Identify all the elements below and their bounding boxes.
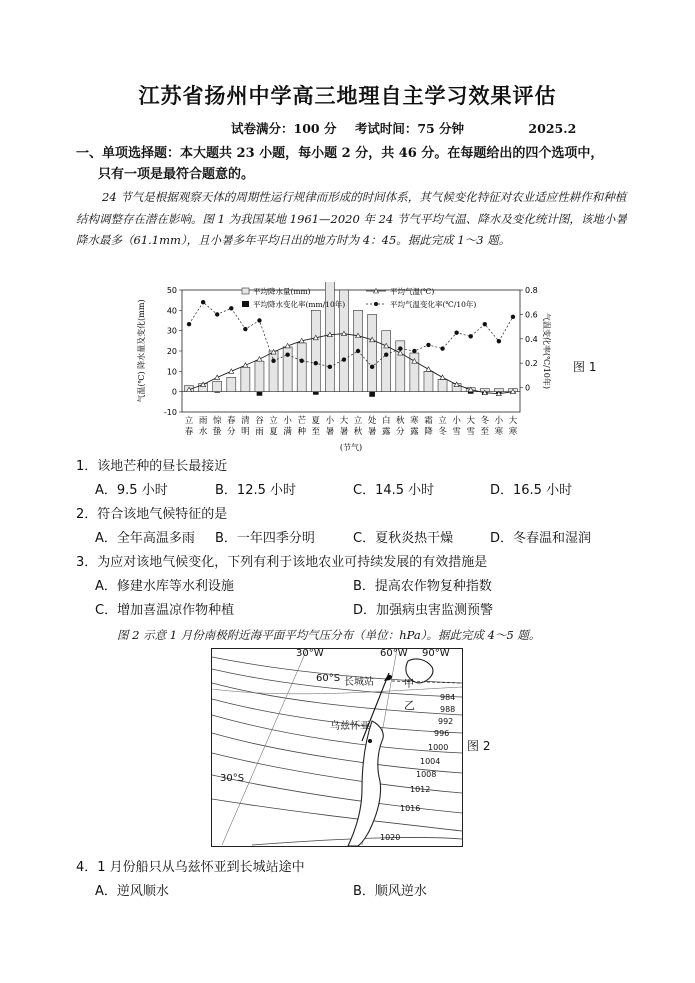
isobar-1008: 1008 — [416, 770, 437, 779]
temperature-change-point — [497, 339, 501, 343]
isobar-988: 988 — [440, 705, 456, 714]
time-info: 考试时间：75 分钟 — [354, 121, 465, 136]
rain-change-bar — [468, 392, 474, 394]
temperature-change-point — [440, 346, 444, 350]
legend-line-label: 平均气温(℃) — [390, 287, 435, 296]
category-label: 寒 — [494, 427, 504, 437]
category-label: 夏 — [311, 416, 321, 426]
category-label: 大 — [466, 416, 475, 426]
category-label: 寒 — [508, 427, 518, 437]
category-label: 暑 — [339, 427, 349, 437]
rain-change-bar — [257, 392, 263, 396]
category-label: 小 — [283, 416, 292, 426]
category-label: 水 — [198, 427, 208, 437]
left-tick-label: 40 — [166, 306, 177, 316]
q1-option-b[interactable]: B．12.5 小时 — [215, 483, 296, 498]
temperature-change-point — [300, 359, 304, 363]
temperature-change-point — [215, 312, 219, 316]
category-label: 雪 — [452, 427, 461, 437]
left-tick-label: 0 — [171, 387, 177, 397]
rain-bar — [424, 371, 433, 391]
category-label: 谷 — [255, 416, 264, 426]
category-label: 冬 — [438, 427, 447, 437]
temperature-change-point — [342, 357, 346, 361]
category-label: 种 — [297, 427, 306, 437]
category-label: 雨 — [255, 427, 264, 437]
category-label: 立 — [438, 416, 447, 426]
temperature-change-point — [384, 352, 388, 356]
category-label: 立 — [269, 416, 278, 426]
rain-change-bar — [214, 392, 220, 393]
rain-bar — [213, 382, 222, 392]
station-marker — [388, 675, 392, 679]
category-label: 清 — [241, 416, 250, 426]
temperature-point — [229, 369, 234, 374]
category-label: 雪 — [466, 427, 475, 437]
temperature-change-point — [412, 349, 416, 353]
category-label: 秋 — [353, 427, 363, 437]
temperature-point — [426, 367, 431, 372]
lat-label-60s: 60°S — [316, 673, 341, 684]
material-2-text: 图 2 示意 1 月份南极附近海平面平均气压分布（单位：hPa）。据此完成 4～5 题。 — [117, 628, 541, 642]
isobar-lines — [212, 657, 462, 845]
isobar-1000: 1000 — [428, 743, 449, 752]
temperature-change-point — [511, 315, 515, 319]
section-line-2: 只有一项是最符合题意的。 — [98, 167, 255, 182]
category-label: 蛰 — [212, 427, 222, 437]
date-info: 2025.2 — [528, 121, 577, 136]
temperature-change-point — [285, 352, 289, 356]
legend-dot-label: 平均气温变化率(℃/10年) — [390, 300, 477, 309]
isobar-1004: 1004 — [420, 757, 441, 766]
category-label: 大 — [508, 416, 518, 426]
right-tick-label: 0.2 — [525, 359, 538, 369]
category-label: 秋 — [396, 416, 405, 426]
temperature-change-point — [328, 365, 332, 369]
temperature-change-point — [243, 327, 247, 331]
category-label: 至 — [311, 427, 321, 437]
temperature-change-point — [483, 322, 487, 326]
q3-option-c[interactable]: C．增加喜温凉作物种植 — [95, 603, 235, 618]
category-label: 寒 — [410, 416, 419, 426]
material-1 — [76, 187, 636, 252]
place-changcheng: 长城站 — [344, 677, 374, 688]
q2-option-a[interactable]: A．全年高温多雨 — [95, 531, 195, 546]
q2-option-d[interactable]: D．冬春温和湿润 — [490, 531, 592, 546]
category-label: 露 — [381, 427, 391, 437]
isobar-1012: 1012 — [410, 785, 431, 794]
question-4-stem: 4．1 月份船只从乌兹怀亚到长城站途中 — [76, 860, 305, 875]
q3-option-d[interactable]: D．加强病虫害监测预警 — [353, 603, 494, 618]
material-1-text: 24 节气是根据观察天体的周期性运行规律而形成的时间体系，其气候变化特征对农业适应性耕作和种植结构调整存在潜在影响。图 1 为我国某地 1961—2020 年 24 节气平均气温、降水及变化统计图，该地小暑降水最多（61.1mm），且小暑多年平均日出的地方时为 4：45。据此完成 1～3 题。 — [76, 190, 627, 247]
category-label: 降 — [424, 427, 433, 437]
figure-1-svg — [130, 282, 560, 454]
temperature-change-point — [426, 343, 430, 347]
category-label: 雨 — [198, 416, 208, 426]
q4-option-b[interactable]: B．顺风逆水 — [353, 884, 427, 899]
temperature-change-point — [229, 306, 233, 310]
left-tick-label: -10 — [163, 408, 177, 417]
q1-option-d[interactable]: D．16.5 小时 — [490, 483, 573, 498]
category-label: 立 — [353, 416, 363, 426]
figure-1-chart — [130, 282, 560, 454]
right-tick-label: 0.4 — [525, 334, 538, 344]
category-label: 露 — [410, 427, 419, 437]
rain-bar — [311, 310, 320, 391]
temperature-change-point — [187, 322, 191, 326]
category-label: 分 — [396, 427, 405, 437]
question-3-stem: 3．为应对该地气候变化，下列有利于该地农业可持续发展的有效措施是 — [76, 555, 488, 570]
rain-bar — [382, 331, 391, 392]
category-label: 芒 — [297, 416, 306, 426]
temperature-line — [189, 334, 513, 394]
place-yi: 乙 — [404, 699, 415, 712]
temperature-point — [257, 357, 262, 362]
place-wuzihuaiya: 乌兹怀亚 — [330, 721, 370, 732]
rain-bar — [269, 351, 278, 392]
category-label: 冬 — [480, 416, 490, 426]
temperature-change-point — [257, 318, 261, 322]
q3-option-b[interactable]: B．提高农作物复种指数 — [353, 579, 492, 594]
q1-option-c[interactable]: C．14.5 小时 — [353, 483, 435, 498]
category-label: 暑 — [325, 427, 335, 437]
rain-bar — [227, 377, 236, 391]
category-label: 大 — [339, 416, 349, 426]
legend-dot-marker — [374, 302, 378, 306]
temperature-change-point — [314, 361, 318, 365]
temperature-point — [440, 375, 445, 380]
temperature-change-point — [271, 359, 275, 363]
isobar-984: 984 — [440, 693, 456, 702]
temperature-change-point — [370, 365, 374, 369]
lat-label-30s: 30°S — [220, 773, 245, 784]
lon-label-30w: 30°W — [296, 648, 324, 659]
isobar-996: 996 — [434, 729, 450, 738]
isobar-1016: 1016 — [400, 804, 421, 813]
temperature-change-point — [356, 349, 360, 353]
page-title: 江苏省扬州中学高三地理自主学习效果评估 — [138, 83, 557, 108]
legend-bar-swatch — [242, 288, 249, 294]
category-label: 明 — [241, 427, 250, 437]
category-label: 立 — [184, 416, 194, 426]
figure-1-label: 图 1 — [573, 360, 597, 374]
left-tick-label: 50 — [166, 286, 177, 295]
category-label: 春 — [227, 416, 236, 426]
rain-bar — [368, 314, 377, 391]
temperature-point — [215, 375, 220, 380]
legend-change-swatch — [242, 301, 249, 307]
lon-label-60w: 60°W — [380, 648, 408, 659]
x-axis-label: (节气) — [339, 443, 363, 452]
category-label: 小 — [325, 416, 335, 426]
right-tick-label: 0 — [525, 383, 531, 393]
rain-bar — [255, 361, 264, 392]
rain-bar — [297, 343, 306, 392]
category-label: 至 — [480, 427, 490, 437]
question-2-stem: 2．符合该地气候特征的是 — [76, 507, 228, 522]
score-info: 试卷满分：100 分 — [231, 121, 337, 136]
q4-option-a[interactable]: A．逆风顺水 — [95, 884, 169, 899]
category-label: 霜 — [424, 416, 433, 426]
category-label: 满 — [283, 427, 292, 437]
figure-2-map — [211, 648, 463, 847]
question-1-stem: 1．该地芒种的昼长最接近 — [76, 459, 228, 474]
category-label: 白 — [381, 416, 391, 426]
category-label: 夏 — [269, 427, 278, 437]
rain-change-bar — [369, 392, 375, 397]
section-line-1: 一、单项选择题：本大题共 23 小题，每小题 2 分，共 46 分。在每题给出的四个选项中， — [76, 146, 604, 161]
figure-2-label: 图 2 — [467, 739, 491, 753]
port-marker — [368, 739, 372, 743]
left-axis-label: 气温(℃) 降水量及变化(mm) — [137, 299, 146, 403]
place-jia: 甲 — [404, 679, 414, 690]
q2-option-b[interactable]: B．一年四季分明 — [215, 531, 315, 546]
section-heading — [76, 143, 636, 185]
legend-bar-label: 平均降水量(mm) — [253, 287, 311, 296]
rain-bar — [438, 379, 447, 391]
temperature-change-point — [469, 334, 473, 338]
right-tick-label: 0.8 — [525, 286, 538, 295]
temperature-change-point — [201, 300, 205, 304]
q1-option-a[interactable]: A．9.5 小时 — [95, 483, 168, 498]
category-label: 小 — [494, 416, 504, 426]
isobar-1020: 1020 — [380, 833, 401, 842]
left-tick-label: 10 — [166, 367, 177, 377]
exam-info — [231, 119, 590, 137]
q3-option-a[interactable]: A．修建水库等水利设施 — [95, 579, 234, 594]
category-label: 处 — [367, 416, 377, 426]
q2-option-c[interactable]: C．夏秋炎热干燥 — [353, 531, 454, 546]
category-label: 小 — [452, 416, 461, 426]
temperature-point — [243, 363, 248, 368]
right-tick-label: 0.6 — [525, 310, 538, 320]
category-label: 暑 — [367, 427, 377, 437]
category-label: 春 — [184, 427, 194, 437]
legend-change-label: 平均降水变化率(mm/10年) — [253, 300, 346, 309]
temperature-change-point — [454, 331, 458, 335]
isobar-992: 992 — [438, 717, 454, 726]
rain-bar — [241, 367, 250, 391]
lon-label-90w: 90°W — [422, 648, 450, 659]
category-label: 分 — [227, 427, 236, 437]
rain-change-bar — [313, 392, 319, 395]
category-label: 惊 — [212, 416, 222, 426]
right-axis-label: 气温变化率(℃/10年) — [542, 312, 551, 390]
temperature-change-point — [398, 346, 402, 350]
left-tick-label: 30 — [166, 326, 177, 336]
left-tick-label: 20 — [166, 347, 177, 356]
